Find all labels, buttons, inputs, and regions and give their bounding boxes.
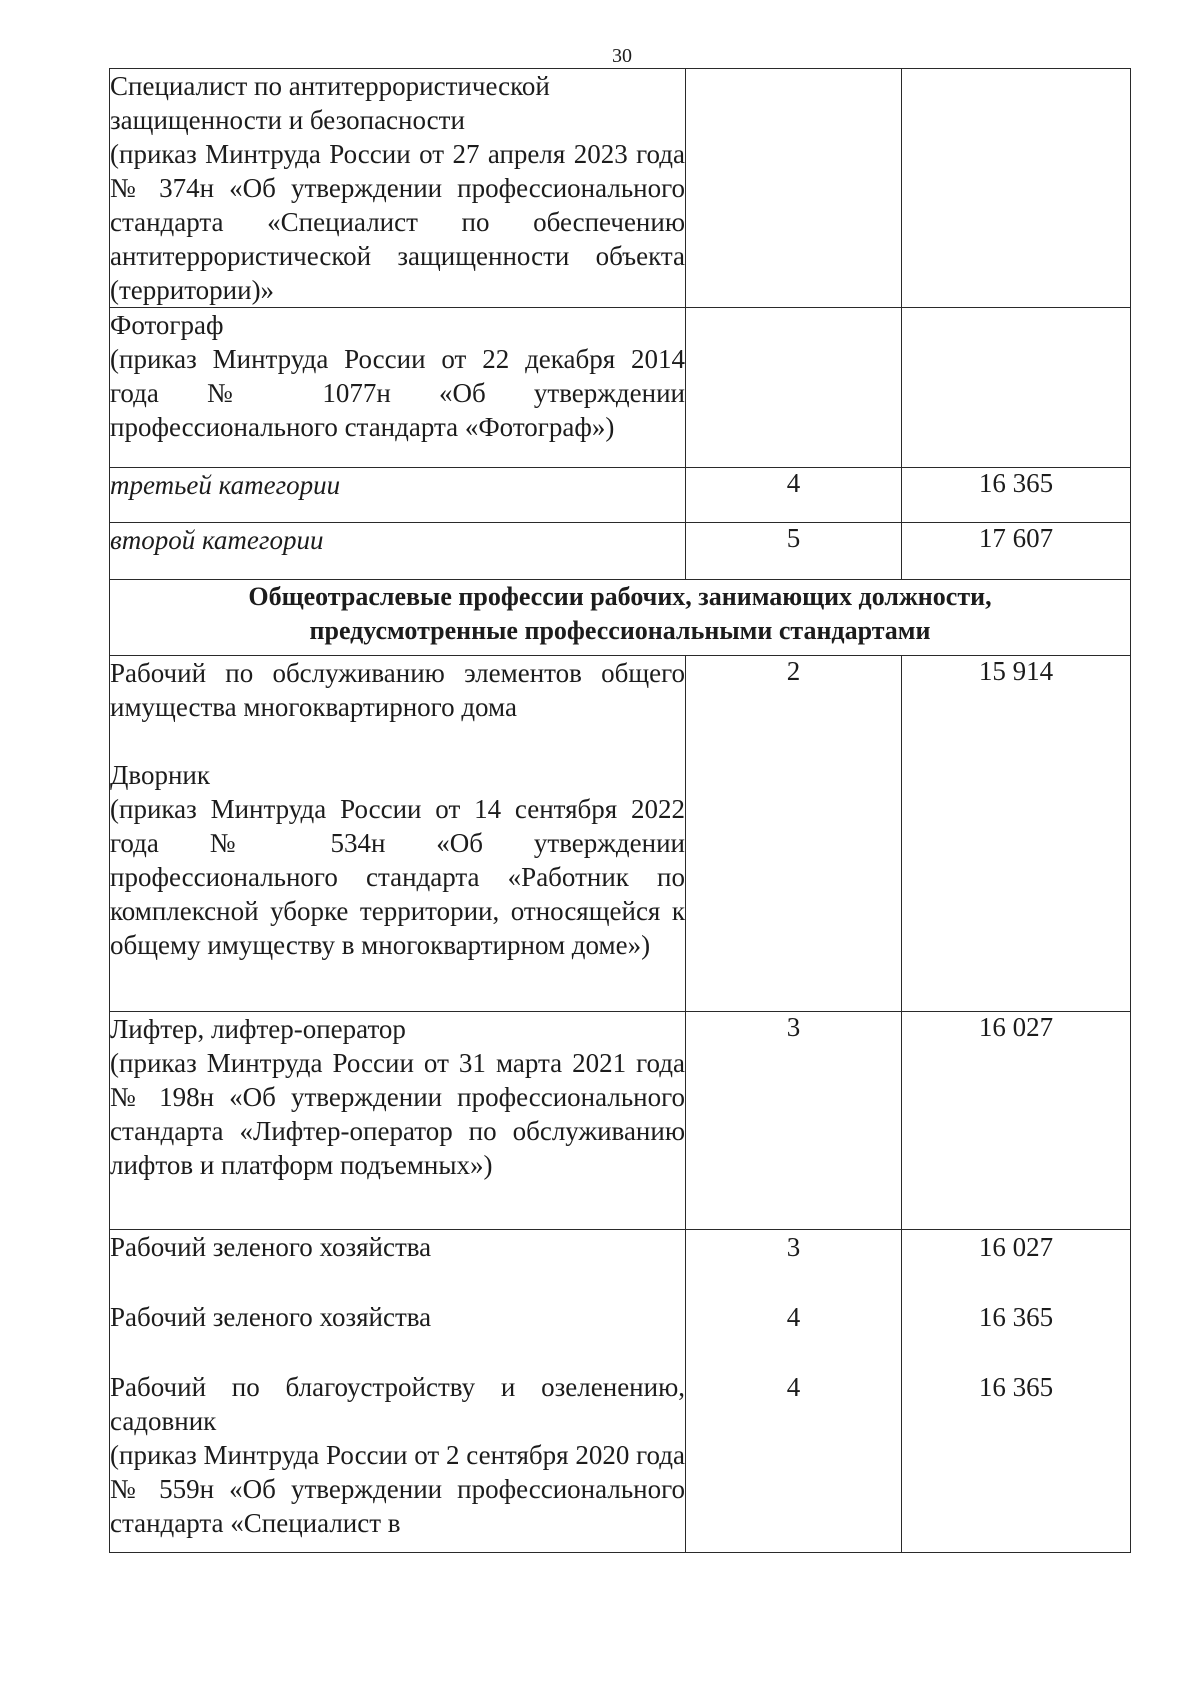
order-reference: (приказ Минтруда России от 2 сентября 2020 года № 559н «Об утверждении профессионального стандарта «Специалист в: [110, 1440, 685, 1538]
section-header-row: [110, 580, 1131, 656]
order-reference: (приказ Минтруда России от 14 сентября 2022 года № 534н «Об утверждении профессионального стандарта «Работник по комплексной уборке территории, относящейся к общему имуществу в многоквартирном доме»): [110, 794, 685, 960]
category-cell: [110, 523, 686, 580]
table-row: [110, 308, 1131, 468]
section-title-line-2: предусмотренные профессиональными стандартами: [309, 616, 931, 645]
table-row: [110, 1230, 1131, 1553]
position-title: Специалист по антитеррористической защищенности и безопасности: [110, 71, 550, 135]
salary-cell: 15 914: [902, 656, 1131, 1012]
salary-value: 16 365: [978, 1372, 1054, 1402]
order-reference: (приказ Минтруда России от 27 апреля 2023 года № 374н «Об утверждении профессионального стандарта «Специалист по обеспечению антитеррористической защищенности объекта (территории)»: [110, 139, 685, 305]
salary-value: 16 365: [978, 1302, 1054, 1332]
order-reference: (приказ Минтруда России от 22 декабря 2014 года № 1077н «Об утверждении профессионального стандарта «Фотограф»): [110, 344, 685, 442]
salary-value: 16 027: [978, 1232, 1054, 1262]
salary-cell: 17 607: [902, 523, 1131, 580]
position-title: Рабочий по благоустройству и озеленению, садовник: [110, 1372, 685, 1436]
salary-cell: 16 027: [902, 1012, 1131, 1230]
level-cell: 5: [686, 523, 902, 580]
category-label: второй категории: [110, 525, 324, 555]
position-cell: [110, 1012, 686, 1230]
section-header: [110, 580, 1131, 656]
salary-cell: [902, 1230, 1131, 1553]
page-number: 30: [612, 45, 632, 67]
level-cell: [686, 1230, 902, 1553]
salary-cell: 16 365: [902, 468, 1131, 523]
position-title: Рабочий по обслуживанию элементов общего имущества многоквартирного дома: [110, 658, 685, 722]
position-cell: [110, 1230, 686, 1553]
level-value: 4: [786, 1372, 801, 1402]
level-value: 3: [786, 1232, 801, 1262]
level-value: 4: [786, 1302, 801, 1332]
position-title: Фотограф: [110, 310, 224, 340]
table-row: [110, 523, 1131, 580]
position-subtitle: Дворник: [110, 760, 210, 790]
table-row: [110, 468, 1131, 523]
order-reference: (приказ Минтруда России от 31 марта 2021 года № 198н «Об утверждении профессионального стандарта «Лифтер-оператор по обслуживанию лифтов и платформ подъемных»): [110, 1048, 685, 1180]
level-cell: 3: [686, 1012, 902, 1230]
salary-cell: [902, 69, 1131, 308]
salary-cell: [902, 308, 1131, 468]
position-cell: [110, 656, 686, 1012]
level-cell: 4: [686, 468, 902, 523]
position-title: Рабочий зеленого хозяйства: [110, 1232, 432, 1262]
table-row: [110, 1012, 1131, 1230]
level-cell: 2: [686, 656, 902, 1012]
salary-table: [109, 68, 1131, 1553]
table-row: [110, 656, 1131, 1012]
category-label: третьей категории: [110, 470, 341, 500]
level-cell: [686, 69, 902, 308]
position-cell: [110, 308, 686, 468]
position-cell: [110, 69, 686, 308]
position-title: Лифтер, лифтер-оператор: [110, 1014, 406, 1044]
section-title-line-1: Общеотраслевые профессии рабочих, занимающих должности,: [248, 582, 992, 611]
category-cell: [110, 468, 686, 523]
position-title: Рабочий зеленого хозяйства: [110, 1302, 432, 1332]
table-row: [110, 69, 1131, 308]
level-cell: [686, 308, 902, 468]
